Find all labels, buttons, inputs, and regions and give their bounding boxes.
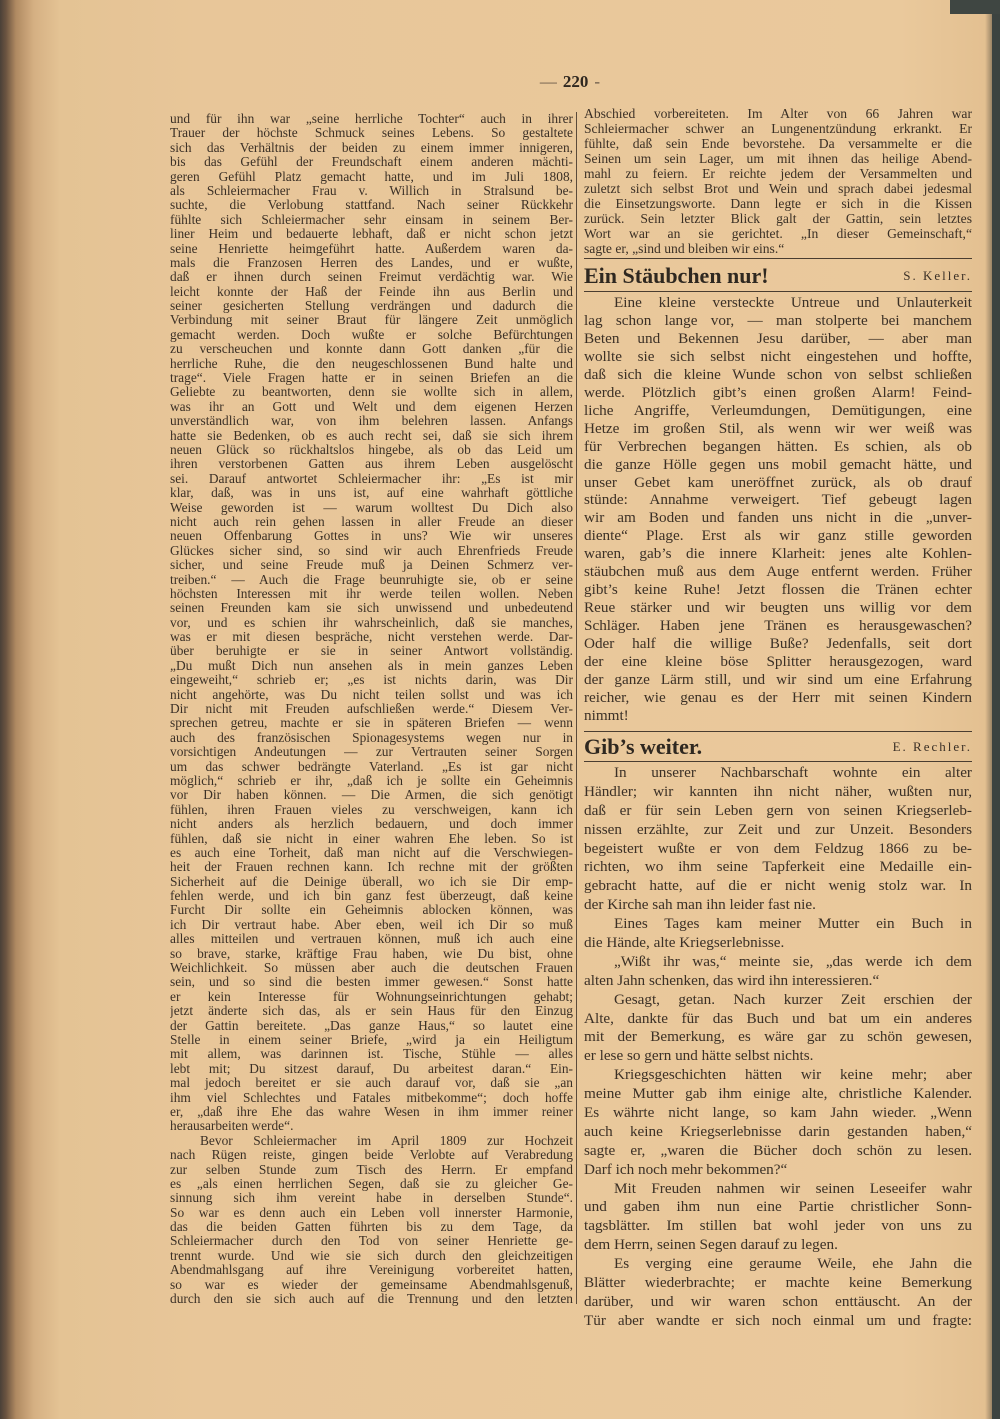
text-line: das die beiden Gatten führten bis zu dem Tage, da — [170, 1220, 573, 1235]
text-line: treiben.“ — Auch die Frage beunruhigte sie, ob er seine — [170, 572, 573, 587]
text-line: darüber, und wir waren schon enttäuscht. An der — [584, 1292, 972, 1310]
text-line: er lese so gern und hätte selbst nichts. — [584, 1047, 814, 1065]
text-line: Abendmahlsgang auf ihre Vereinigung vorbereitet hatten, — [170, 1263, 573, 1278]
paragraph — [584, 991, 972, 1067]
paragraph — [584, 953, 972, 991]
text-line: Verbindung mit seiner Braut für längere Zeit unmöglich — [170, 313, 573, 328]
paragraph — [584, 1066, 972, 1179]
text-line: gemacht werden. Doch wußte er solche Befürchtungen — [170, 327, 573, 342]
text-line: nicht auch rein gehen lassen in aller Freude an dieser — [170, 514, 573, 529]
text-line: richten, wo ihm seine Tapferkeit eine Medaille ein- — [584, 858, 972, 876]
text-line: werde. Plötzlich gibt’s einen großen Alarm! Feind- — [584, 383, 972, 401]
text-line: fehlen werde, und ich bin ganz fest überzeugt, daß keine — [170, 889, 573, 904]
paragraph — [584, 294, 972, 725]
text-line: Alte, dankte für das Buch und bat um ein anderes — [584, 1009, 972, 1027]
text-line: der Kirche sah man ihn leider fast nie. — [584, 896, 816, 914]
text-line: es „als einen herrlichen Segen, daß sie zu gleicher Ge- — [170, 1176, 573, 1191]
text-line: seinen Freunden kam sie sich unwissend und unbedeutend — [170, 601, 573, 616]
text-line: so war es wieder der gemeinsame Abendmahlsgenuß, — [170, 1277, 573, 1292]
text-line: klar, daß, was in uns ist, auf eine wahrhaft göttliche — [170, 486, 573, 501]
text-line: Bevor Schleiermacher im April 1809 zur Hochzeit — [200, 1133, 573, 1148]
text-line: liner Heim und bedauerte lebhaft, daß er nicht schon jetzt — [170, 227, 573, 242]
text-line: so brave, starke, kräftige Frau haben, wie Du bist, ohne — [170, 946, 573, 961]
text-line: herrliche Ruhe, die den neugeschlossenen Bund halte und — [170, 356, 573, 371]
article-author: E. Rechler. — [892, 739, 972, 754]
right-column-continuation — [584, 106, 972, 256]
text-line: und für ihn war „seine herrliche Tochter“ auch in ihrer — [170, 112, 573, 126]
text-line: die Hände, alte Kriegserlebnisse. — [584, 934, 785, 952]
text-line: suchte, die Verlobung stattfand. Nach seiner Rückkehr — [170, 198, 573, 213]
text-line: Weise geworden ist — warum wolltest Du Dich also — [170, 500, 573, 515]
text-line: Kriegsgeschichten hätten wir keine mehr; aber — [614, 1066, 972, 1084]
text-line: „Wißt ihr was,“ meinte sie, „das werde ich dem — [614, 952, 972, 970]
text-line: lag schon lange vor, — man stolperte bei manchem — [584, 311, 972, 329]
article-header — [584, 733, 972, 761]
text-line: Geliebte zu beantworten, denn sie wollte sich in allem, — [170, 385, 573, 400]
text-line: nicht angehörte, was Du nicht teilen sollst und was ich — [170, 687, 573, 702]
text-line: Sicherheit auf die Deinige überall, wo ich sie Dir emp- — [170, 874, 573, 889]
text-line: Darf ich noch mehr bekommen?“ — [584, 1160, 788, 1178]
text-line: durch den sie sich auch auf die Trennung und den letzten — [170, 1292, 573, 1307]
text-line: ihm viel Schlechtes und Fatales mitbekomme“; doch hoffe — [170, 1090, 573, 1105]
text-line: Es verging eine geraume Weile, ehe Jahn die — [614, 1255, 972, 1273]
text-line: So war es denn auch ein Leben voll innerster Harmonie, — [170, 1205, 573, 1220]
text-line: Blätter wiederbrachte; er machte keine Bemerkung — [584, 1274, 972, 1292]
text-line: Schleiermacher schwer an Lungenentzündung erkrankt. Er — [584, 121, 972, 136]
text-line: stäubchen muß aus dem Auge entfernt werden. Früher — [584, 563, 972, 581]
dash-left: — — [539, 72, 557, 91]
text-line: es auch eine Torheit, daß man nicht auf die Verschwiegen- — [170, 845, 573, 860]
text-line: begeistert wußte er von dem Feldzug 1866 zu be- — [584, 839, 972, 857]
text-line: höchsten Interessen mit ihr werde teilen wollen. Neben — [170, 586, 573, 601]
text-line: Glückes sicher sind, so sind wir auch Ehrenfrieds Freude — [170, 543, 573, 558]
text-line: daß er für sein Leben gern von seinen Kriegserleb- — [584, 801, 972, 819]
text-line: trage“. Viele Fragen hatte er in seinen Briefen an die — [170, 371, 573, 386]
text-line: mals die Franzosen Herren des Landes, und er wußte, — [170, 255, 573, 270]
text-line: bis das Gefühl der Freundschaft einem anderen mächti- — [170, 155, 573, 170]
text-line: waren, gab’s die innere Klarheit: jenes alte Kohlen- — [584, 545, 972, 563]
text-line: neuen Glück so rückhaltslos hingebe, als ob das Leid um — [170, 442, 573, 457]
paragraph — [170, 112, 573, 1134]
paragraph — [584, 106, 972, 256]
text-line: Beten und Bekennen Jesu darüber, — aber man — [584, 329, 972, 347]
text-line: herausarbeiten werde“. — [170, 1119, 294, 1134]
text-line: Händler; wir kannten ihn nicht näher, wußten nur, — [584, 782, 972, 800]
article-rule — [584, 291, 972, 292]
text-line: daß er ihnen durch seinen Freimut verdächtig war. Wie — [170, 270, 573, 285]
text-line: dem Herrn, seinen Segen darauf zu legen. — [584, 1236, 838, 1254]
article-body — [584, 764, 972, 1331]
text-line: Seinen um sein Lager, um mit ihnen das heilige Abend- — [584, 151, 972, 166]
text-line: gebracht hatte, auf die er nicht wenig stolz war. In — [584, 877, 972, 895]
text-line: fühlte sich Schleiermacher sehr einsam in seinem Ber- — [170, 212, 573, 227]
text-line: fühlen, daß sie nicht in einer wahren Ehe leben. So ist — [170, 831, 573, 846]
text-line: wollte sie sich selbst nicht eingestehen und hoffte, — [584, 347, 972, 365]
page-number — [520, 72, 620, 92]
text-line: Mit Freuden nahmen wir seinen Leseeifer wahr — [614, 1179, 972, 1197]
paragraph — [584, 1255, 972, 1331]
dash-right: - — [594, 72, 601, 91]
text-line: die Einsetzungsworte. Dann legte er sich in die Kissen — [584, 196, 972, 211]
text-line: er, „daß ihre Ehe das wahre Wesen in ihm immer reiner — [170, 1104, 573, 1119]
text-line: möglich,“ schrieb er ihr, „daß ich je sollte ein Geheimnis — [170, 773, 573, 788]
text-line: alten Jahn schenken, das wird ihn interessieren.“ — [584, 971, 880, 989]
article-header — [584, 262, 972, 290]
text-line: sein, und so sind die besten immer gewesen.“ Sonst hatte — [170, 975, 573, 990]
text-line: sagte er, „sind und bleiben wir eins.“ — [584, 241, 785, 256]
text-line: liche Angriffe, Verleumdungen, Demütigungen, eine — [584, 401, 972, 419]
text-line: Es währte nicht lange, so kam Jahn wieder. „Wenn — [584, 1104, 972, 1122]
paragraph — [584, 764, 972, 915]
text-line: was er mit diesen bespräche, nicht verstehen werde. Dar- — [170, 630, 573, 645]
text-line: Reue stärker und wir beugten uns willig vor dem — [584, 599, 972, 617]
article-author: S. Keller. — [903, 268, 972, 283]
text-line: alles mitteilen und vertrauen können, muß ich auch eine — [170, 932, 573, 947]
text-line: jetzt änderte sich das, als er sein Haus für den Einzug — [170, 1004, 573, 1019]
text-line: wir am Boden und fanden uns nicht in die „unver- — [584, 509, 972, 527]
text-line: vor, und es schien ihr wahrscheinlich, daß sie manches, — [170, 615, 573, 630]
left-column — [170, 112, 573, 1306]
text-line: zu verscheuchen und konnte dann Gott danken „für die — [170, 342, 573, 357]
text-line: sicher, und seine Freude muß ja Deinen Schmerz ver- — [170, 558, 573, 573]
text-line: ihren verstorbenen Gatten aus ihrem Leben ausgelöscht — [170, 457, 573, 472]
text-line: diente“ Plage. Erst als wir ganz stille geworden — [584, 527, 972, 545]
text-line: sprechen getreu, machte er sie in späteren Briefen — wenn — [170, 716, 573, 731]
text-line: was ihr an Gott und Welt und dem eigenen Herzen — [170, 399, 573, 414]
text-line: heit der Frauen rechnen kann. Ich rechne mit der größten — [170, 860, 573, 875]
article-rule — [584, 761, 972, 762]
text-line: zuletzt sich selbst Brot und Wein und sprach dabei jedesmal — [584, 181, 972, 196]
article-body — [584, 294, 972, 725]
text-line: geren Gefühl Platz gemacht hatte, und im Juli 1808, — [170, 169, 573, 184]
text-line: trennt wurde. Und wie sie sich durch den gleichzeitigen — [170, 1248, 573, 1263]
text-line: hatte sie Bedenken, ob es auch recht sei, daß sie sich ihrem — [170, 428, 573, 443]
text-line: Schläger. Haben jene Tränen es herausgewaschen? — [584, 617, 972, 635]
text-line: Gesagt, getan. Nach kurzer Zeit erschien der — [614, 990, 972, 1008]
column-divider — [576, 112, 577, 1304]
text-line: sinnung sich ihm vereint habe in derselben Stunde“. — [170, 1191, 573, 1206]
text-line: für Verbrechen begangen hätten. Es schien, als ob — [584, 437, 972, 455]
text-line: sagte er, „waren die Bücher doch schön zu lesen. — [584, 1141, 972, 1159]
text-line: die ganze Hölle gegen uns mobil gemacht hätte, und — [584, 455, 972, 473]
paragraph — [170, 1134, 573, 1307]
text-line: reicher, wie genau es der Herr mit seinen Kindern — [584, 688, 972, 706]
text-line: eingeweiht,“ schrieb er; „es ist nichts darin, was Dir — [170, 673, 573, 688]
text-line: daß sich die kleine Wunde schon von selbst schließen — [584, 365, 972, 383]
text-line: Weichlichkeit. So müssen aber auch die deutschen Frauen — [170, 961, 573, 976]
text-line: Tür aber wandte er sich noch einmal um und fragte: — [584, 1311, 972, 1329]
text-line: und gaben ihm nun eine Partie christlicher Sonn- — [584, 1198, 972, 1216]
paragraph — [584, 1180, 972, 1256]
text-line: um das schwer bedrängte Vaterland. „Es ist gar nicht — [170, 759, 573, 774]
text-line: nissen erzählte, zur Zeit und zur Unzeit. Besonders — [584, 820, 972, 838]
text-line: er kein Interesse für Wohnungseinrichtungen gehabt; — [170, 989, 573, 1004]
text-line: In unserer Nachbarschaft wohnte ein alter — [614, 764, 972, 781]
text-line: Schleiermacher durch den Tod von seiner Henriette ge- — [170, 1234, 573, 1249]
text-line: stünde: Annahme verweigert. Tief gebeugt lagen — [584, 491, 972, 509]
text-line: sich das Verhältnis der beiden zu einem immer innigeren, — [170, 140, 573, 155]
text-line: Dir nicht mit Freuden aufschließen werde.“ Diesem Ver- — [170, 702, 573, 717]
text-line: der Gattin bereitete. „Das ganze Haus,“ so lautet eine — [170, 1018, 573, 1033]
text-line: Abschied vorbereiteten. Im Alter von 66 Jahren war — [584, 106, 972, 121]
article-rule — [584, 258, 972, 259]
text-line: mit allem, was darinnen ist. Tische, Stühle — alles — [170, 1047, 573, 1062]
text-line: meine Mutter gab ihm einige alte, christliche Kalender. — [584, 1085, 972, 1103]
text-line: der ganze Lärm still, und wir sind um eine Erfahrung — [584, 671, 972, 689]
text-line: fühlen, ihren Frauen vieles zu verschweigen, kann ich — [170, 802, 573, 817]
text-line: tagsblätter. Im stillen bat wohl jeder von uns zu — [584, 1217, 972, 1235]
text-line: seine Henriette heimgeführt hatte. Außerdem waren da- — [170, 241, 573, 256]
text-line: als Schleiermacher Frau v. Willich in Stralsund be- — [170, 183, 573, 198]
text-line: nach Rügen reiste, gingen beide Verlobte auf Verabredung — [170, 1148, 573, 1163]
article-title: Ein Stäubchen nur! — [584, 263, 769, 288]
text-line: Hetze im großen Stil, als wenn wir wer weiß was — [584, 419, 972, 437]
text-line: „Du mußt Dich nun ansehen als in mein ganzes Leben — [170, 658, 573, 673]
text-line: Wort war an sie gerichtet. „In dieser Gemeinschaft,“ — [584, 226, 972, 241]
text-line: ich Dir vertraut habe. Aber eben, weil ich Dir so muß — [170, 917, 573, 932]
text-line: zur selben Stunde zum Tisch des Herrn. Er empfand — [170, 1162, 573, 1177]
text-line: vorsichtigen Andeutungen — zur Vertrauten seiner Sorgen — [170, 745, 573, 760]
text-line: nicht anders als herzlich bedauern, und doch immer — [170, 817, 573, 832]
text-line: unser Gebet kam uneröffnet zurück, als ob drauf — [584, 473, 972, 491]
text-line: Trauer der höchste Schmuck seines Lebens. So gestaltete — [170, 126, 573, 141]
page-number-text: 220 — [562, 72, 589, 91]
text-line: über beruhigte er sie in seiner Antwort vollständig. — [170, 644, 573, 659]
text-line: mahl zu feiern. Er reichte jedem der Versammelten und — [584, 166, 972, 181]
text-line: auch des französischen Spionagesystems wegen nur in — [170, 730, 573, 745]
text-line: Oder half die willige Buße? Jedenfalls, seit dort — [584, 635, 972, 653]
text-line: seiner gesicherten Stellung verdrängen und dadurch die — [170, 299, 573, 314]
text-line: Furcht Dir sollte ein Geheimnis ablocken können, was — [170, 903, 573, 918]
text-line: fühlte, daß sein Ende bevorstehe. Da versammelte er die — [584, 136, 972, 151]
text-line: nimmt! — [584, 706, 629, 724]
text-line: leicht konnte der Haß der Feinde ihn aus Berlin und — [170, 284, 573, 299]
scan-background — [950, 0, 1000, 14]
text-line: sei. Darauf antwortet Schleiermacher ihr: „Es ist mir — [170, 471, 573, 486]
paragraph — [584, 915, 972, 953]
text-line: unverständlich war, von ihm belehren lassen. Anfangs — [170, 414, 573, 429]
text-line: mal jedoch bereitet er sie auch darauf vor, daß sie „an — [170, 1076, 573, 1091]
text-line: zurück. Sein letzter Blick galt der Gattin, sein letztes — [584, 211, 972, 226]
text-line: auch keine Kriegserlebnisse darin gestanden haben,“ — [584, 1122, 972, 1140]
text-line: gibt’s keine Ruhe! Jetzt flossen die Tränen echter — [584, 581, 972, 599]
article-rule — [584, 731, 972, 732]
text-line: der eine kleine böse Splitter herausgezogen, ward — [584, 653, 972, 671]
text-line: mit der Bemerkung, es wäre gar zu schön gewesen, — [584, 1028, 972, 1046]
text-line: Eines Tages kam meiner Mutter ein Buch in — [614, 915, 972, 933]
text-line: Stelle in einem seiner Briefe, „wird ja ein Heiligtum — [170, 1033, 573, 1047]
text-line: Eine kleine versteckte Untreue und Unlauterkeit — [614, 294, 972, 311]
text-line: lebt mit; Du sitzest darauf, Du arbeitest daran.“ Ein- — [170, 1061, 573, 1076]
text-line: neuen Offenbarung Gottes in uns? Wie wir unseres — [170, 529, 573, 544]
text-line: vor Dir haben können. — Die Armen, die sich genötigt — [170, 788, 573, 803]
article-title: Gib’s weiter. — [584, 734, 703, 759]
